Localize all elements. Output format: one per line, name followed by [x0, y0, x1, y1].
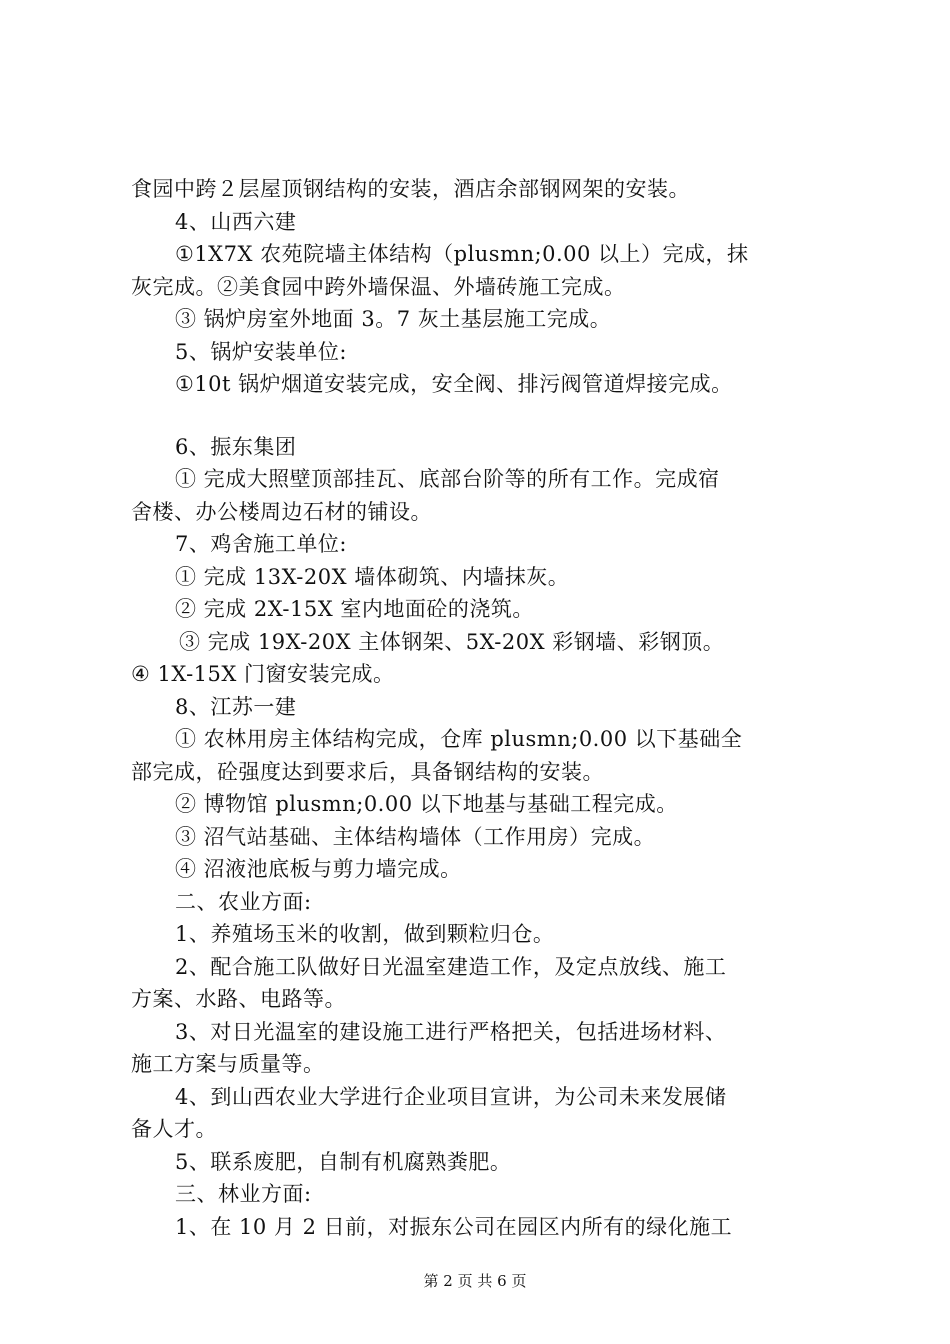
- text-line: ①1X7X 农苑院墙主体结构（plusmn;0.00 以上）完成，抹: [175, 242, 749, 266]
- text-line: ①10t 锅炉烟道安装完成，安全阀、排污阀管道焊接完成。: [175, 372, 733, 396]
- text-line: ③ 锅炉房室外地面 3。7 灰土基层施工完成。: [175, 307, 612, 331]
- section-heading: 7、鸡舍施工单位:: [175, 532, 347, 556]
- text-line: 方案、水路、电路等。: [131, 987, 346, 1011]
- text-line: 灰完成。②美食园中跨外墙保温、外墙砖施工完成。: [131, 274, 626, 299]
- text-line: ④ 沼液池底板与剪力墙完成。: [175, 857, 462, 881]
- text-line: ① 完成 13X-20X 墙体砌筑、内墙抹灰。: [175, 564, 570, 589]
- text-line: 2、配合施工队做好日光温室建造工作，及定点放线、施工: [175, 954, 727, 979]
- text-line: 3、对日光温室的建设施工进行严格把关，包括进场材料、: [175, 1019, 727, 1044]
- text-line: 部完成，砼强度达到要求后，具备钢结构的安装。: [131, 759, 604, 784]
- section-heading: 5、锅炉安装单位:: [175, 339, 347, 364]
- text-line: 1、养殖场玉米的收割，做到颗粒归仓。: [175, 922, 555, 946]
- text-line: 舍楼、办公楼周边石材的铺设。: [131, 499, 432, 524]
- text-line: 施工方案与质量等。: [131, 1052, 325, 1076]
- text-line: 4、到山西农业大学进行企业项目宣讲，为公司未来发展储: [175, 1084, 727, 1109]
- text-line: ① 农林用房主体结构完成，仓库 plusmn;0.00 以下基础全: [175, 727, 743, 751]
- page-number-footer: 第 2 页 共 6 页: [423, 1272, 527, 1290]
- section-heading: 4、山西六建: [175, 209, 297, 234]
- text-line: 食园中跨２层屋顶钢结构的安装，酒店余部钢网架的安装。: [131, 177, 690, 201]
- text-line: 5、联系废肥，自制有机腐熟粪肥。: [175, 1149, 512, 1174]
- text-line: ③ 完成 19X-20X 主体钢架、5X-20X 彩钢墙、彩钢顶。: [179, 629, 725, 654]
- paragraph-gap: [131, 401, 843, 431]
- text-line: ② 完成 2X-15X 室内地面砼的浇筑。: [175, 597, 534, 621]
- document-body: [131, 173, 843, 1243]
- text-line: ④ 1X-15X 门窗安装完成。: [131, 662, 395, 686]
- section-heading: 三、林业方面:: [175, 1182, 312, 1206]
- text-line: ③ 沼气站基础、主体结构墙体（工作用房）完成。: [175, 824, 656, 849]
- section-heading: 二、农业方面:: [175, 889, 312, 914]
- text-line: ② 博物馆 plusmn;0.00 以下地基与基础工程完成。: [175, 792, 678, 816]
- section-heading: 8、江苏一建: [175, 694, 297, 719]
- text-line: 1、在 10 月 2 日前，对振东公司在园区内所有的绿化施工: [175, 1214, 733, 1239]
- section-heading: 6、振东集团: [175, 434, 297, 459]
- text-line: 备人才。: [131, 1117, 217, 1141]
- text-line: ① 完成大照壁顶部挂瓦、底部台阶等的所有工作。完成宿: [175, 467, 720, 491]
